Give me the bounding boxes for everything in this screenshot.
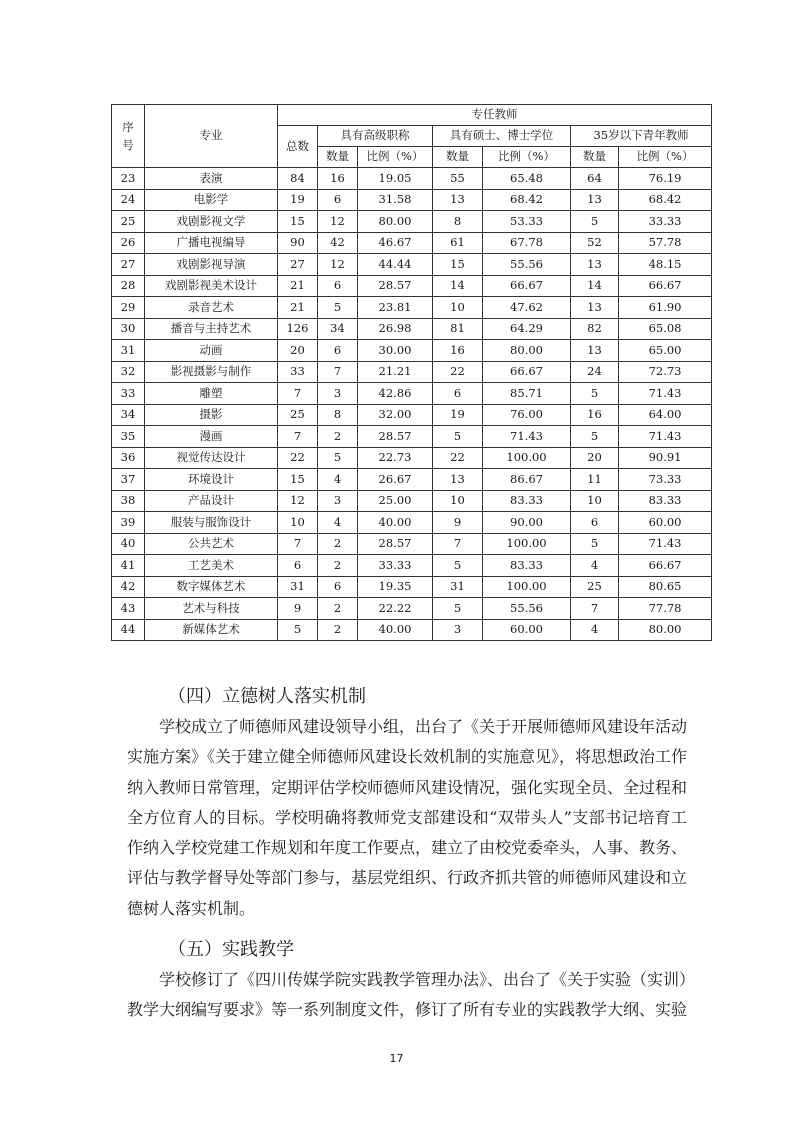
row-senior-count: 3	[318, 383, 358, 405]
row-senior-ratio: 40.00	[358, 619, 433, 641]
header-major: 专业	[145, 105, 278, 168]
row-degree-ratio: 68.42	[483, 189, 571, 211]
row-young-ratio: 65.00	[619, 340, 712, 362]
row-young-ratio: 60.00	[619, 512, 712, 534]
row-seq: 28	[112, 275, 145, 297]
row-senior-count: 2	[318, 598, 358, 620]
row-young-ratio: 73.33	[619, 469, 712, 491]
row-seq: 39	[112, 512, 145, 534]
row-senior-ratio: 42.86	[358, 383, 433, 405]
row-young-count: 4	[571, 555, 619, 577]
row-senior-count: 8	[318, 404, 358, 426]
header-ratio: 比例（%）	[483, 147, 571, 168]
body-paragraph: 学校成立了师德师风建设领导小组，出台了《关于开展师德师风建设年活动实施方案》《关于建立健全师德师风建设长效机制的实施意见》，将思想政治工作纳入教师日常管理，定期评估学校师德师风建设情况，强化实现全员、全过程和全方位育人的目标。学校明确将教师党支部建设和“双带头人”支部书记培育工作纳入学校党建工作规划和年度工作要点，建立了由校党委牵头，人事、教务、评估与教学督导处等部门参与，基层党组织、行政齐抓共管的师德师风建设和立德树人落实机制。	[127, 717, 688, 918]
row-total: 126	[278, 318, 318, 340]
row-total: 21	[278, 297, 318, 319]
row-young-count: 6	[571, 512, 619, 534]
row-young-ratio: 48.15	[619, 254, 712, 276]
row-young-ratio: 72.73	[619, 361, 712, 383]
row-total: 15	[278, 211, 318, 233]
row-senior-count: 2	[318, 426, 358, 448]
row-degree-count: 5	[433, 598, 483, 620]
row-degree-count: 3	[433, 619, 483, 641]
row-young-ratio: 80.00	[619, 619, 712, 641]
row-total: 27	[278, 254, 318, 276]
row-degree-ratio: 47.62	[483, 297, 571, 319]
row-major: 工艺美术	[145, 555, 278, 577]
table-row	[112, 232, 712, 254]
row-young-count: 13	[571, 297, 619, 319]
table-row	[112, 318, 712, 340]
row-young-count: 11	[571, 469, 619, 491]
row-degree-count: 22	[433, 361, 483, 383]
row-young-count: 10	[571, 490, 619, 512]
row-degree-count: 5	[433, 555, 483, 577]
header-senior-title: 具有高级职称	[318, 126, 433, 147]
row-total: 22	[278, 447, 318, 469]
row-total: 20	[278, 340, 318, 362]
row-young-count: 13	[571, 189, 619, 211]
row-major: 广播电视编导	[145, 232, 278, 254]
row-degree-count: 6	[433, 383, 483, 405]
row-senior-ratio: 23.81	[358, 297, 433, 319]
row-senior-count: 6	[318, 275, 358, 297]
row-major: 播音与主持艺术	[145, 318, 278, 340]
row-seq: 31	[112, 340, 145, 362]
row-degree-ratio: 55.56	[483, 598, 571, 620]
row-senior-count: 7	[318, 361, 358, 383]
row-seq: 33	[112, 383, 145, 405]
row-seq: 36	[112, 447, 145, 469]
row-young-count: 13	[571, 340, 619, 362]
header-master-doctor: 具有硕士、博士学位	[433, 126, 571, 147]
row-seq: 30	[112, 318, 145, 340]
row-senior-ratio: 25.00	[358, 490, 433, 512]
header-total: 总数	[278, 126, 318, 168]
row-young-ratio: 83.33	[619, 490, 712, 512]
header-fulltime-teachers: 专任教师	[278, 105, 712, 126]
row-seq: 43	[112, 598, 145, 620]
row-senior-count: 12	[318, 254, 358, 276]
row-senior-count: 34	[318, 318, 358, 340]
row-seq: 24	[112, 189, 145, 211]
row-total: 7	[278, 533, 318, 555]
row-degree-count: 19	[433, 404, 483, 426]
table-row	[112, 168, 712, 190]
row-young-count: 20	[571, 447, 619, 469]
row-senior-count: 4	[318, 469, 358, 491]
header-ratio: 比例（%）	[619, 147, 712, 168]
table-row	[112, 254, 712, 276]
row-total: 10	[278, 512, 318, 534]
row-total: 90	[278, 232, 318, 254]
row-senior-count: 3	[318, 490, 358, 512]
table-row	[112, 340, 712, 362]
row-senior-ratio: 26.67	[358, 469, 433, 491]
row-major: 动画	[145, 340, 278, 362]
section-heading: （五）实践教学	[168, 939, 294, 960]
row-senior-count: 2	[318, 555, 358, 577]
row-young-ratio: 57.78	[619, 232, 712, 254]
row-young-ratio: 64.00	[619, 404, 712, 426]
row-seq: 32	[112, 361, 145, 383]
row-major: 漫画	[145, 426, 278, 448]
row-degree-ratio: 64.29	[483, 318, 571, 340]
row-major: 戏剧影视文学	[145, 211, 278, 233]
table-row	[112, 383, 712, 405]
row-seq: 34	[112, 404, 145, 426]
header-ratio: 比例（%）	[358, 147, 433, 168]
table-row	[112, 297, 712, 319]
row-senior-ratio: 33.33	[358, 555, 433, 577]
row-senior-ratio: 21.21	[358, 361, 433, 383]
table-row	[112, 211, 712, 233]
row-senior-ratio: 40.00	[358, 512, 433, 534]
row-young-count: 16	[571, 404, 619, 426]
row-senior-count: 16	[318, 168, 358, 190]
row-young-ratio: 68.42	[619, 189, 712, 211]
row-senior-count: 5	[318, 447, 358, 469]
row-major: 戏剧影视导演	[145, 254, 278, 276]
row-young-count: 25	[571, 576, 619, 598]
row-major: 艺术与科技	[145, 598, 278, 620]
row-senior-ratio: 28.57	[358, 533, 433, 555]
row-young-count: 52	[571, 232, 619, 254]
row-major: 电影学	[145, 189, 278, 211]
row-senior-ratio: 28.57	[358, 275, 433, 297]
row-senior-count: 6	[318, 576, 358, 598]
table-row	[112, 576, 712, 598]
row-degree-ratio: 65.48	[483, 168, 571, 190]
row-senior-ratio: 31.58	[358, 189, 433, 211]
row-young-count: 5	[571, 211, 619, 233]
row-degree-count: 31	[433, 576, 483, 598]
row-senior-count: 6	[318, 189, 358, 211]
row-young-ratio: 80.65	[619, 576, 712, 598]
row-young-count: 24	[571, 361, 619, 383]
row-total: 21	[278, 275, 318, 297]
row-degree-ratio: 60.00	[483, 619, 571, 641]
row-seq: 37	[112, 469, 145, 491]
row-young-ratio: 76.19	[619, 168, 712, 190]
row-young-ratio: 66.67	[619, 275, 712, 297]
row-degree-count: 55	[433, 168, 483, 190]
row-senior-ratio: 22.22	[358, 598, 433, 620]
row-young-count: 5	[571, 533, 619, 555]
table-row	[112, 533, 712, 555]
row-total: 5	[278, 619, 318, 641]
row-degree-count: 16	[433, 340, 483, 362]
table-row	[112, 469, 712, 491]
row-degree-ratio: 80.00	[483, 340, 571, 362]
page-number: 17	[389, 1052, 404, 1065]
table-row	[112, 555, 712, 577]
row-major: 雕塑	[145, 383, 278, 405]
row-seq: 44	[112, 619, 145, 641]
row-total: 31	[278, 576, 318, 598]
table-header	[112, 105, 712, 168]
row-senior-ratio: 32.00	[358, 404, 433, 426]
row-senior-ratio: 28.57	[358, 426, 433, 448]
row-young-count: 7	[571, 598, 619, 620]
row-seq: 25	[112, 211, 145, 233]
row-major: 录音艺术	[145, 297, 278, 319]
row-degree-ratio: 86.67	[483, 469, 571, 491]
row-total: 9	[278, 598, 318, 620]
header-young-teachers: 35岁以下青年教师	[571, 126, 712, 147]
row-degree-ratio: 71.43	[483, 426, 571, 448]
row-senior-count: 42	[318, 232, 358, 254]
row-senior-ratio: 19.05	[358, 168, 433, 190]
row-senior-ratio: 22.73	[358, 447, 433, 469]
row-senior-ratio: 80.00	[358, 211, 433, 233]
table-row	[112, 490, 712, 512]
row-degree-count: 61	[433, 232, 483, 254]
header-count: 数量	[318, 147, 358, 168]
table-row	[112, 512, 712, 534]
row-major: 影视摄影与制作	[145, 361, 278, 383]
row-young-count: 5	[571, 383, 619, 405]
table-row	[112, 598, 712, 620]
row-senior-count: 2	[318, 533, 358, 555]
row-degree-ratio: 55.56	[483, 254, 571, 276]
row-degree-count: 13	[433, 189, 483, 211]
row-total: 19	[278, 189, 318, 211]
row-senior-ratio: 30.00	[358, 340, 433, 362]
row-young-count: 82	[571, 318, 619, 340]
row-degree-ratio: 83.33	[483, 555, 571, 577]
row-young-count: 14	[571, 275, 619, 297]
row-young-ratio: 71.43	[619, 426, 712, 448]
row-total: 33	[278, 361, 318, 383]
row-degree-count: 22	[433, 447, 483, 469]
row-young-count: 13	[571, 254, 619, 276]
row-major: 公共艺术	[145, 533, 278, 555]
row-young-ratio: 66.67	[619, 555, 712, 577]
row-seq: 35	[112, 426, 145, 448]
row-senior-count: 2	[318, 619, 358, 641]
row-degree-ratio: 66.67	[483, 275, 571, 297]
row-senior-count: 12	[318, 211, 358, 233]
row-degree-ratio: 100.00	[483, 447, 571, 469]
row-young-ratio: 71.43	[619, 383, 712, 405]
table-row	[112, 275, 712, 297]
row-degree-count: 13	[433, 469, 483, 491]
row-seq: 42	[112, 576, 145, 598]
row-total: 7	[278, 426, 318, 448]
row-degree-ratio: 90.00	[483, 512, 571, 534]
row-major: 表演	[145, 168, 278, 190]
row-major: 产品设计	[145, 490, 278, 512]
row-seq: 27	[112, 254, 145, 276]
row-degree-ratio: 53.33	[483, 211, 571, 233]
row-degree-count: 15	[433, 254, 483, 276]
row-young-ratio: 71.43	[619, 533, 712, 555]
faculty-statistics-table	[111, 104, 712, 641]
header-count: 数量	[433, 147, 483, 168]
table-row	[112, 426, 712, 448]
row-young-ratio: 61.90	[619, 297, 712, 319]
row-young-ratio: 65.08	[619, 318, 712, 340]
row-degree-ratio: 100.00	[483, 576, 571, 598]
header-seq: 序号	[112, 105, 145, 168]
row-senior-count: 4	[318, 512, 358, 534]
row-degree-ratio: 66.67	[483, 361, 571, 383]
row-seq: 26	[112, 232, 145, 254]
row-total: 7	[278, 383, 318, 405]
row-major: 戏剧影视美术设计	[145, 275, 278, 297]
row-senior-count: 6	[318, 340, 358, 362]
table-body	[112, 168, 712, 641]
row-degree-count: 81	[433, 318, 483, 340]
row-senior-ratio: 19.35	[358, 576, 433, 598]
row-major: 数字媒体艺术	[145, 576, 278, 598]
row-degree-count: 5	[433, 426, 483, 448]
row-degree-count: 10	[433, 490, 483, 512]
row-major: 摄影	[145, 404, 278, 426]
row-young-ratio: 33.33	[619, 211, 712, 233]
row-seq: 40	[112, 533, 145, 555]
row-seq: 38	[112, 490, 145, 512]
header-count: 数量	[571, 147, 619, 168]
body-paragraph: 学校修订了《四川传媒学院实践教学管理办法》、出台了《关于实验（实训）教学大纲编写要求》等一系列制度文件，修订了所有专业的实践教学大纲、实验	[127, 970, 688, 1020]
row-young-ratio: 90.91	[619, 447, 712, 469]
row-young-ratio: 77.78	[619, 598, 712, 620]
row-degree-ratio: 76.00	[483, 404, 571, 426]
row-senior-ratio: 26.98	[358, 318, 433, 340]
row-young-count: 64	[571, 168, 619, 190]
row-degree-ratio: 100.00	[483, 533, 571, 555]
row-degree-count: 9	[433, 512, 483, 534]
row-seq: 41	[112, 555, 145, 577]
table-row	[112, 361, 712, 383]
table-row	[112, 189, 712, 211]
row-major: 服装与服饰设计	[145, 512, 278, 534]
row-degree-count: 14	[433, 275, 483, 297]
row-senior-count: 5	[318, 297, 358, 319]
row-total: 25	[278, 404, 318, 426]
row-major: 视觉传达设计	[145, 447, 278, 469]
row-young-count: 5	[571, 426, 619, 448]
row-seq: 29	[112, 297, 145, 319]
row-total: 6	[278, 555, 318, 577]
row-young-count: 4	[571, 619, 619, 641]
row-degree-ratio: 83.33	[483, 490, 571, 512]
row-total: 15	[278, 469, 318, 491]
row-degree-count: 10	[433, 297, 483, 319]
row-degree-count: 7	[433, 533, 483, 555]
section-heading: （四）立德树人落实机制	[168, 686, 366, 707]
row-degree-count: 8	[433, 211, 483, 233]
table-row	[112, 404, 712, 426]
table-row	[112, 619, 712, 641]
row-total: 84	[278, 168, 318, 190]
table-row	[112, 447, 712, 469]
row-senior-ratio: 46.67	[358, 232, 433, 254]
row-degree-ratio: 85.71	[483, 383, 571, 405]
row-major: 环境设计	[145, 469, 278, 491]
row-total: 12	[278, 490, 318, 512]
row-major: 新媒体艺术	[145, 619, 278, 641]
row-seq: 23	[112, 168, 145, 190]
row-senior-ratio: 44.44	[358, 254, 433, 276]
row-degree-ratio: 67.78	[483, 232, 571, 254]
